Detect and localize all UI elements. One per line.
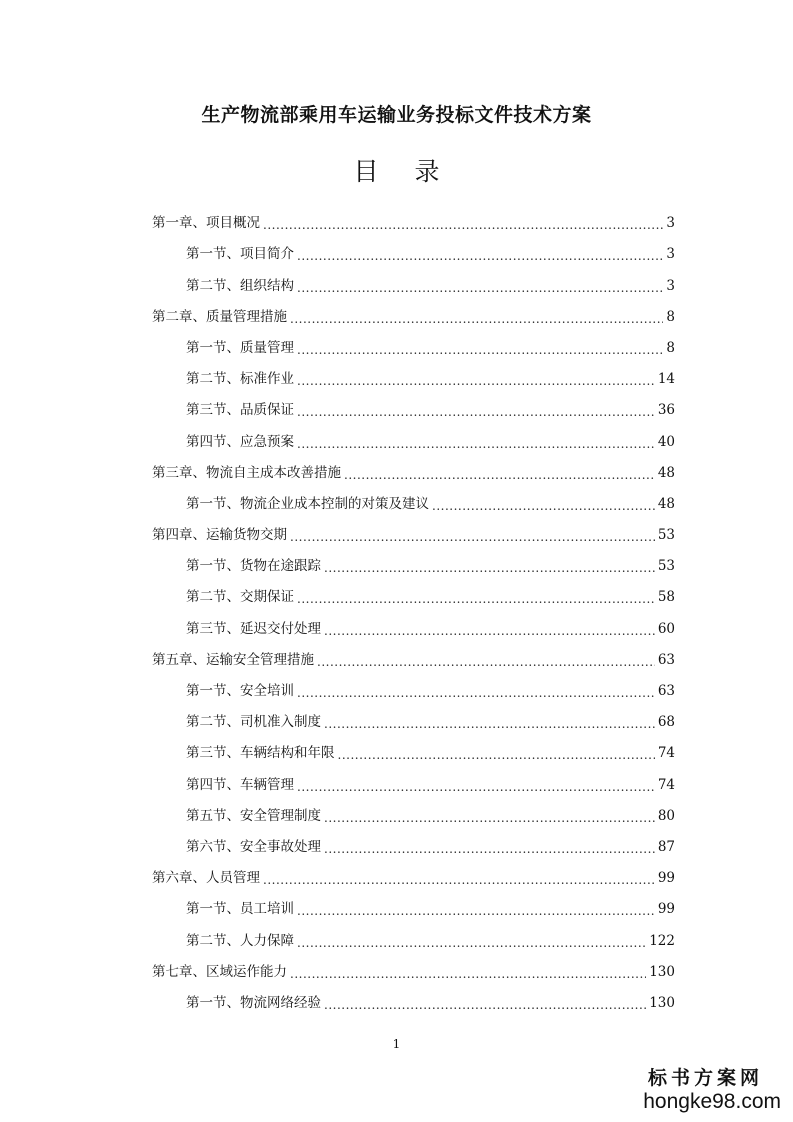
toc-dot-leader — [297, 431, 655, 458]
toc-entry-label: 第一章、项目概况 — [152, 215, 260, 232]
document-title: 生产物流部乘用车运输业务投标文件技术方案 — [201, 104, 592, 126]
toc-chapter-entry[interactable] — [152, 957, 675, 988]
toc-dot-leader — [324, 555, 655, 582]
toc-entry-page: 74 — [657, 776, 675, 793]
toc-entry-label: 第三节、品质保证 — [186, 402, 294, 419]
toc-section-entry[interactable] — [152, 551, 675, 582]
table-of-contents — [152, 208, 675, 1019]
toc-dot-leader — [344, 462, 655, 489]
toc-entry-label: 第二节、标准作业 — [186, 371, 294, 388]
toc-entry-page: 48 — [657, 464, 675, 481]
toc-entry-page: 40 — [657, 433, 675, 450]
toc-entry-label: 第二节、人力保障 — [186, 932, 294, 949]
toc-chapter-entry[interactable] — [152, 208, 675, 239]
toc-chapter-entry[interactable] — [152, 302, 675, 333]
toc-dot-leader — [297, 930, 646, 957]
toc-chapter-entry[interactable] — [152, 645, 675, 676]
toc-entry-page: 63 — [657, 651, 675, 668]
toc-dot-leader — [324, 805, 655, 832]
toc-entry-label: 第三节、车辆结构和年限 — [186, 745, 335, 762]
toc-entry-label: 第二节、司机准入制度 — [186, 714, 321, 731]
toc-entry-label: 第三节、延迟交付处理 — [186, 620, 321, 637]
toc-chapter-entry[interactable] — [152, 520, 675, 551]
toc-section-entry[interactable] — [152, 364, 675, 395]
toc-entry-label: 第四节、应急预案 — [186, 433, 294, 450]
toc-dot-leader — [297, 898, 655, 925]
toc-entry-page: 3 — [666, 277, 675, 294]
toc-entry-label: 第六节、安全事故处理 — [186, 838, 321, 855]
toc-entry-page: 14 — [657, 371, 675, 388]
toc-section-entry[interactable] — [152, 894, 675, 925]
toc-entry-label: 第五节、安全管理制度 — [186, 807, 321, 824]
toc-entry-page: 74 — [657, 745, 675, 762]
toc-entry-label: 第一节、物流企业成本控制的对策及建议 — [186, 495, 429, 512]
toc-entry-page: 87 — [657, 838, 675, 855]
toc-entry-page: 53 — [657, 558, 675, 575]
toc-dot-leader — [297, 399, 655, 426]
toc-dot-leader — [290, 961, 646, 988]
toc-entry-page: 3 — [666, 215, 675, 232]
toc-entry-page: 130 — [649, 994, 675, 1011]
toc-dot-leader — [297, 243, 663, 270]
toc-heading: 目 录 — [353, 157, 454, 186]
toc-dot-leader — [317, 649, 655, 676]
toc-section-entry[interactable] — [152, 801, 675, 832]
toc-entry-label: 第一节、物流网络经验 — [186, 994, 321, 1011]
toc-dot-leader — [324, 836, 655, 863]
toc-section-entry[interactable] — [152, 769, 675, 800]
toc-section-entry[interactable] — [152, 988, 675, 1019]
toc-entry-label: 第七章、区域运作能力 — [152, 963, 287, 980]
toc-entry-label: 第二节、交期保证 — [186, 589, 294, 606]
toc-section-entry[interactable] — [152, 676, 675, 707]
toc-dot-leader — [263, 867, 655, 894]
toc-entry-label: 第二章、质量管理措施 — [152, 308, 287, 325]
toc-entry-label: 第四章、运输货物交期 — [152, 527, 287, 544]
toc-entry-page: 63 — [657, 683, 675, 699]
watermark-name: 标书方案网 — [647, 1067, 763, 1089]
toc-dot-leader — [297, 680, 655, 707]
toc-entry-label: 第五章、运输安全管理措施 — [152, 651, 314, 668]
toc-entry-page: 8 — [666, 339, 675, 356]
toc-entry-page: 122 — [649, 932, 675, 949]
toc-dot-leader — [297, 774, 655, 801]
toc-entry-label: 第三章、物流自主成本改善措施 — [152, 464, 341, 481]
toc-dot-leader — [324, 618, 655, 645]
toc-entry-label: 第六章、人员管理 — [152, 870, 260, 887]
toc-section-entry[interactable] — [152, 738, 675, 769]
toc-section-entry[interactable] — [152, 426, 675, 457]
toc-entry-label: 第二节、组织结构 — [186, 277, 294, 294]
toc-chapter-entry[interactable] — [152, 863, 675, 894]
watermark — [631, 1066, 781, 1114]
toc-entry-page: 60 — [657, 620, 675, 637]
toc-dot-leader — [290, 524, 655, 551]
toc-section-entry[interactable] — [152, 395, 675, 426]
toc-entry-page: 48 — [657, 495, 675, 512]
toc-section-entry[interactable] — [152, 239, 675, 270]
toc-dot-leader — [338, 742, 655, 769]
toc-section-entry[interactable] — [152, 925, 675, 956]
toc-dot-leader — [297, 275, 663, 302]
toc-dot-leader — [324, 992, 646, 1019]
toc-entry-page: 8 — [666, 308, 675, 325]
toc-entry-label: 第一节、安全培训 — [186, 683, 294, 699]
toc-chapter-entry[interactable] — [152, 458, 675, 489]
toc-dot-leader — [297, 368, 655, 395]
toc-entry-page: 3 — [666, 246, 675, 263]
toc-section-entry[interactable] — [152, 707, 675, 738]
toc-entry-label: 第一节、员工培训 — [186, 901, 294, 918]
toc-entry-label: 第一节、质量管理 — [186, 339, 294, 356]
toc-section-entry[interactable] — [152, 582, 675, 613]
toc-entry-page: 99 — [657, 870, 675, 887]
toc-section-entry[interactable] — [152, 333, 675, 364]
toc-entry-label: 第一节、项目简介 — [186, 246, 294, 263]
toc-dot-leader — [263, 212, 663, 239]
toc-section-entry[interactable] — [152, 613, 675, 644]
toc-section-entry[interactable] — [152, 489, 675, 520]
toc-dot-leader — [290, 306, 663, 333]
toc-section-entry[interactable] — [152, 270, 675, 301]
toc-dot-leader — [324, 711, 655, 738]
toc-dot-leader — [297, 586, 655, 613]
toc-dot-leader — [432, 493, 655, 520]
toc-entry-page: 99 — [657, 901, 675, 918]
toc-entry-page: 58 — [657, 589, 675, 606]
toc-entry-page: 80 — [657, 807, 675, 824]
toc-entry-label: 第一节、货物在途跟踪 — [186, 558, 321, 575]
toc-entry-page: 68 — [657, 714, 675, 731]
toc-dot-leader — [297, 337, 663, 364]
toc-entry-page: 36 — [657, 402, 675, 419]
toc-entry-page: 130 — [649, 963, 675, 980]
toc-entry-label: 第四节、车辆管理 — [186, 776, 294, 793]
watermark-url: hongke98.com — [643, 1090, 781, 1113]
toc-entry-page: 53 — [657, 527, 675, 544]
page-number: 1 — [392, 1037, 401, 1051]
toc-section-entry[interactable] — [152, 832, 675, 863]
